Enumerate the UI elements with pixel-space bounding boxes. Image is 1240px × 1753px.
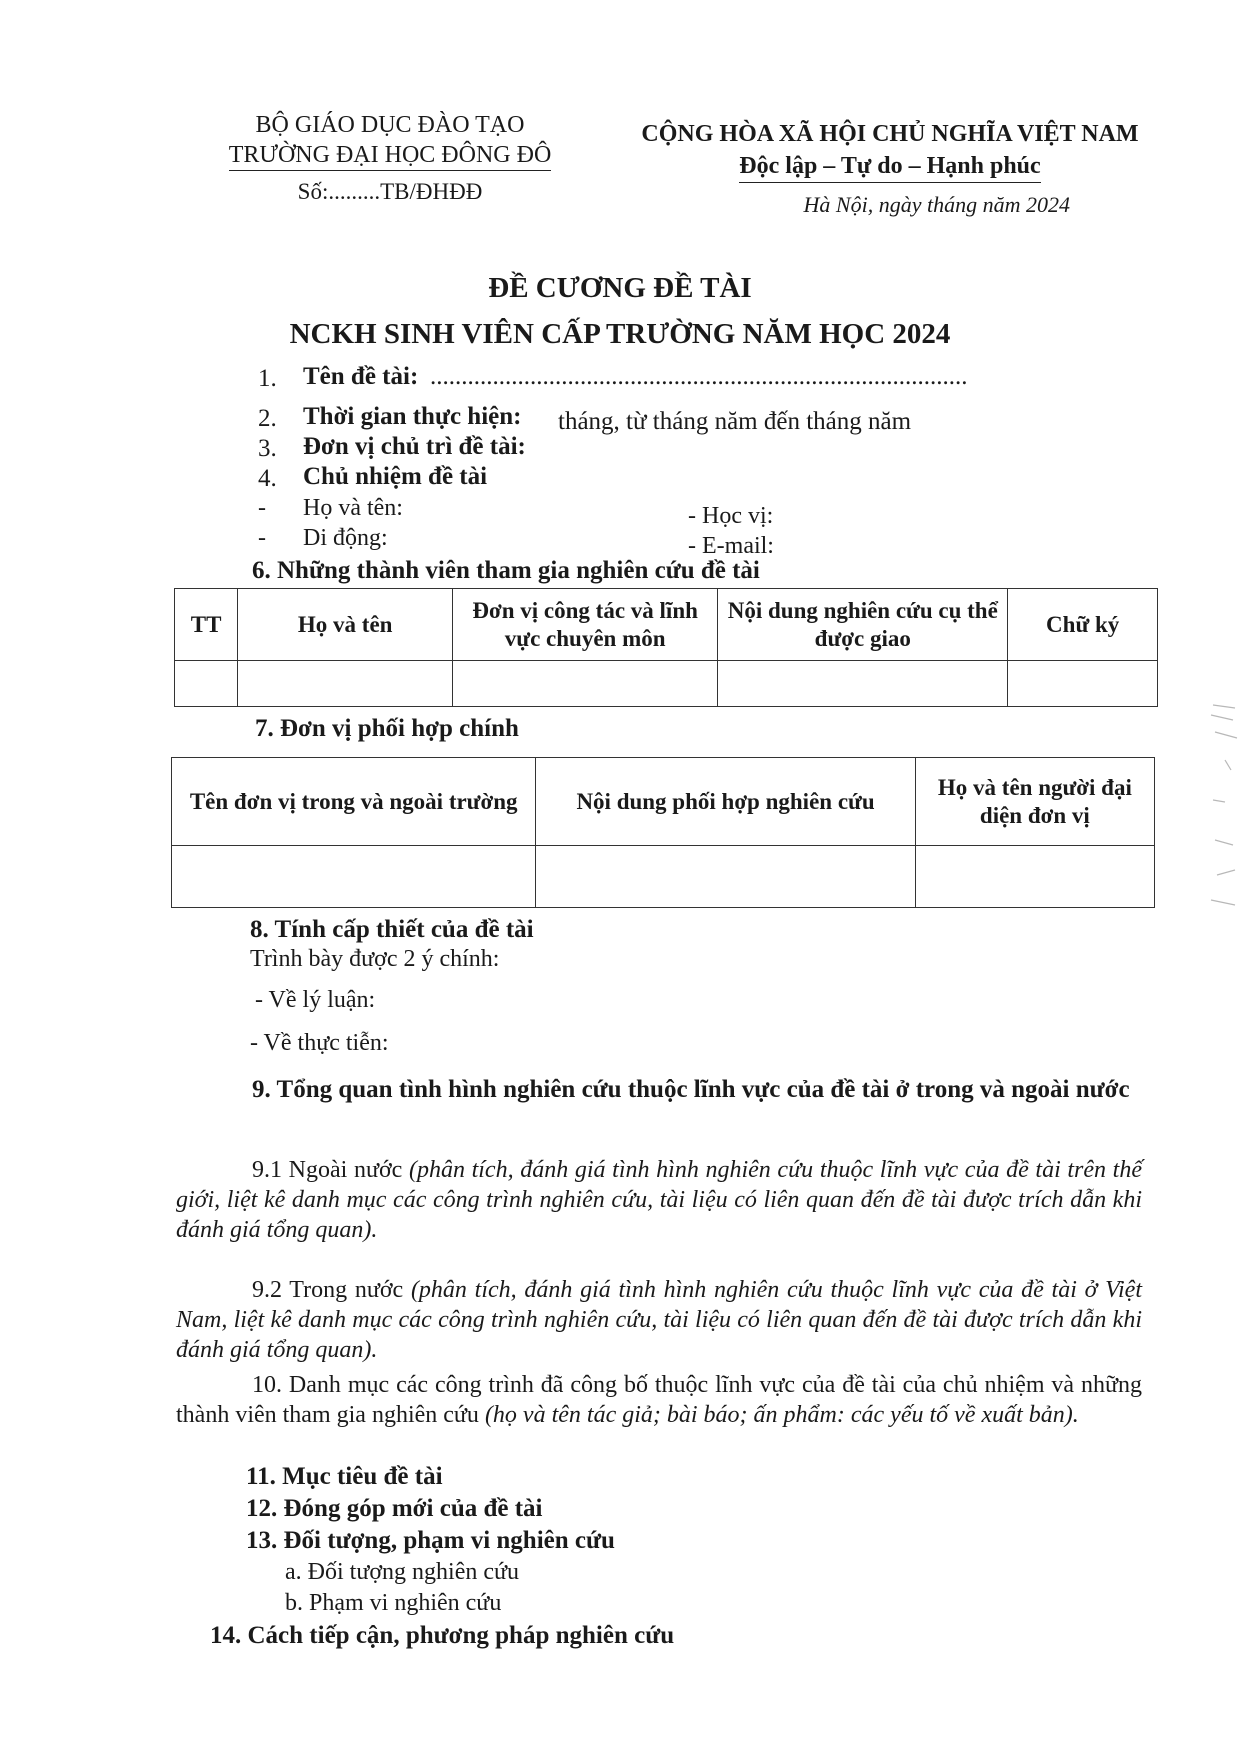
item-2-number: 2. — [258, 405, 277, 432]
table-cell — [718, 661, 1008, 707]
table-cell — [175, 661, 238, 707]
section-9-2-lead: 9.2 Trong nước — [252, 1277, 404, 1303]
section-11: 11. Mục tiêu đề tài — [246, 1463, 443, 1490]
col-unit: Đơn vị công tác và lĩnh vực chuyên môn — [453, 589, 718, 661]
item-1-dots: ...................................................................................... — [430, 363, 968, 390]
section-9-heading-text: 9. Tổng quan tình hình nghiên cứu thuộc lĩnh vực của đề tài ở trong và ngoài nước — [252, 1076, 1130, 1103]
section-9-1-lead: 9.1 Ngoài nước — [252, 1157, 403, 1183]
item-4-label: Chủ nhiệm đề tài — [303, 463, 488, 490]
university-name — [200, 140, 580, 171]
members-table-empty-row — [175, 661, 1158, 707]
page-subtitle: NCKH SINH VIÊN CẤP TRƯỜNG NĂM HỌC 2024 — [289, 318, 951, 350]
partners-table-header-row — [172, 758, 1155, 846]
motto — [620, 150, 1160, 183]
scan-edge-marks-svg — [1205, 700, 1240, 920]
section-12: 12. Đóng góp mới của đề tài — [246, 1495, 543, 1522]
members-table-header-row — [175, 589, 1158, 661]
col-partner-representative: Họ và tên người đại diện đơn vị — [915, 758, 1154, 846]
section-13a: a. Đối tượng nghiên cứu — [285, 1559, 519, 1585]
item-3-number: 3. — [258, 435, 277, 462]
name-label: Họ và tên: — [303, 495, 403, 521]
republic-name: CỘNG HÒA XÃ HỘI CHỦ NGHĨA VIỆT NAM — [641, 121, 1139, 147]
partners-table-empty-row — [172, 846, 1155, 908]
phone-label: Di động: — [303, 525, 388, 551]
issue-date: Hà Nội, ngày tháng năm 2024 — [803, 192, 1070, 217]
table-cell — [1008, 661, 1158, 707]
scan-edge-marks — [1205, 700, 1240, 920]
dash-1: - — [258, 495, 266, 521]
header-right-block — [620, 118, 1160, 221]
section-13b: b. Phạm vi nghiên cứu — [285, 1590, 502, 1616]
table-cell — [536, 846, 915, 908]
header-left-block — [200, 110, 580, 207]
col-signature: Chữ ký — [1008, 589, 1158, 661]
university-name-text: TRƯỜNG ĐẠI HỌC ĐÔNG ĐÔ — [229, 140, 552, 171]
dash-2: - — [258, 525, 266, 551]
section-8-theory: - Về lý luận: — [255, 987, 376, 1013]
section-6-heading: 6. Những thành viên tham gia nghiên cứu đề tài — [252, 557, 760, 584]
section-8-heading: 8. Tính cấp thiết của đề tài — [250, 916, 534, 943]
col-content: Nội dung nghiên cứu cụ thể được giao — [718, 589, 1008, 661]
section-10-desc: (họ và tên tác giả; bài báo; ấn phẩm: các yếu tố về xuất bản). — [484, 1402, 1079, 1428]
ministry-name: BỘ GIÁO DỤC ĐÀO TẠO — [255, 112, 525, 138]
partners-table — [171, 757, 1155, 908]
item-1-number: 1. — [258, 365, 277, 392]
table-cell — [238, 661, 453, 707]
members-table — [174, 588, 1158, 707]
page-title: ĐỀ CƯƠNG ĐỀ TÀI — [488, 272, 752, 304]
section-9-1-desc: (phân tích, đánh giá tình hình nghiên cứu thuộc lĩnh vực của đề tài trên thế giới, liệt kê danh mục các công trình nghiên cứu, tài liệu có liên quan đến đề tài được trích dẫn khi đánh giá tổng quan). — [176, 1157, 1143, 1243]
section-10 — [176, 1370, 1142, 1430]
motto-text: Độc lập – Tự do – Hạnh phúc — [739, 150, 1040, 183]
section-9-1 — [176, 1155, 1142, 1245]
item-2-label: Thời gian thực hiện: — [303, 403, 522, 430]
section-9-2 — [176, 1275, 1142, 1365]
section-10-lead: 10. Danh mục các công trình đã công bố thuộc lĩnh vực của đề tài của chủ nhiệm và những thành viên tham gia nghiên cứu — [176, 1372, 1142, 1428]
section-9-heading — [176, 1075, 1142, 1105]
table-cell — [915, 846, 1154, 908]
table-cell — [172, 846, 536, 908]
document-number: Số:.........TB/ĐHĐĐ — [297, 179, 483, 204]
section-8-intro: Trình bày được 2 ý chính: — [250, 946, 500, 972]
section-13: 13. Đối tượng, phạm vi nghiên cứu — [246, 1527, 615, 1554]
col-partner-unit: Tên đơn vị trong và ngoài trường — [172, 758, 536, 846]
item-2-value: tháng, từ tháng năm đến tháng năm — [558, 408, 912, 435]
col-partner-content: Nội dung phối hợp nghiên cứu — [536, 758, 915, 846]
degree-label: - Học vị: — [688, 503, 774, 529]
section-9-2-desc: (phân tích, đánh giá tình hình nghiên cứu thuộc lĩnh vực của đề tài ở Việt Nam, liệt kê danh mục các công trình nghiên cứu, tài liệu có liên quan đến đề tài được trích dẫn khi đánh giá tổng quan). — [176, 1277, 1142, 1363]
email-label: - E-mail: — [688, 533, 774, 559]
item-4-number: 4. — [258, 465, 277, 492]
table-cell — [453, 661, 718, 707]
section-7-heading: 7. Đơn vị phối hợp chính — [255, 715, 519, 742]
item-1-label: Tên đề tài: — [303, 363, 419, 390]
col-tt: TT — [175, 589, 238, 661]
item-3-label: Đơn vị chủ trì đề tài: — [303, 433, 526, 460]
section-8-practice: - Về thực tiễn: — [250, 1030, 389, 1056]
col-name: Họ và tên — [238, 589, 453, 661]
section-14: 14. Cách tiếp cận, phương pháp nghiên cứu — [210, 1622, 675, 1649]
